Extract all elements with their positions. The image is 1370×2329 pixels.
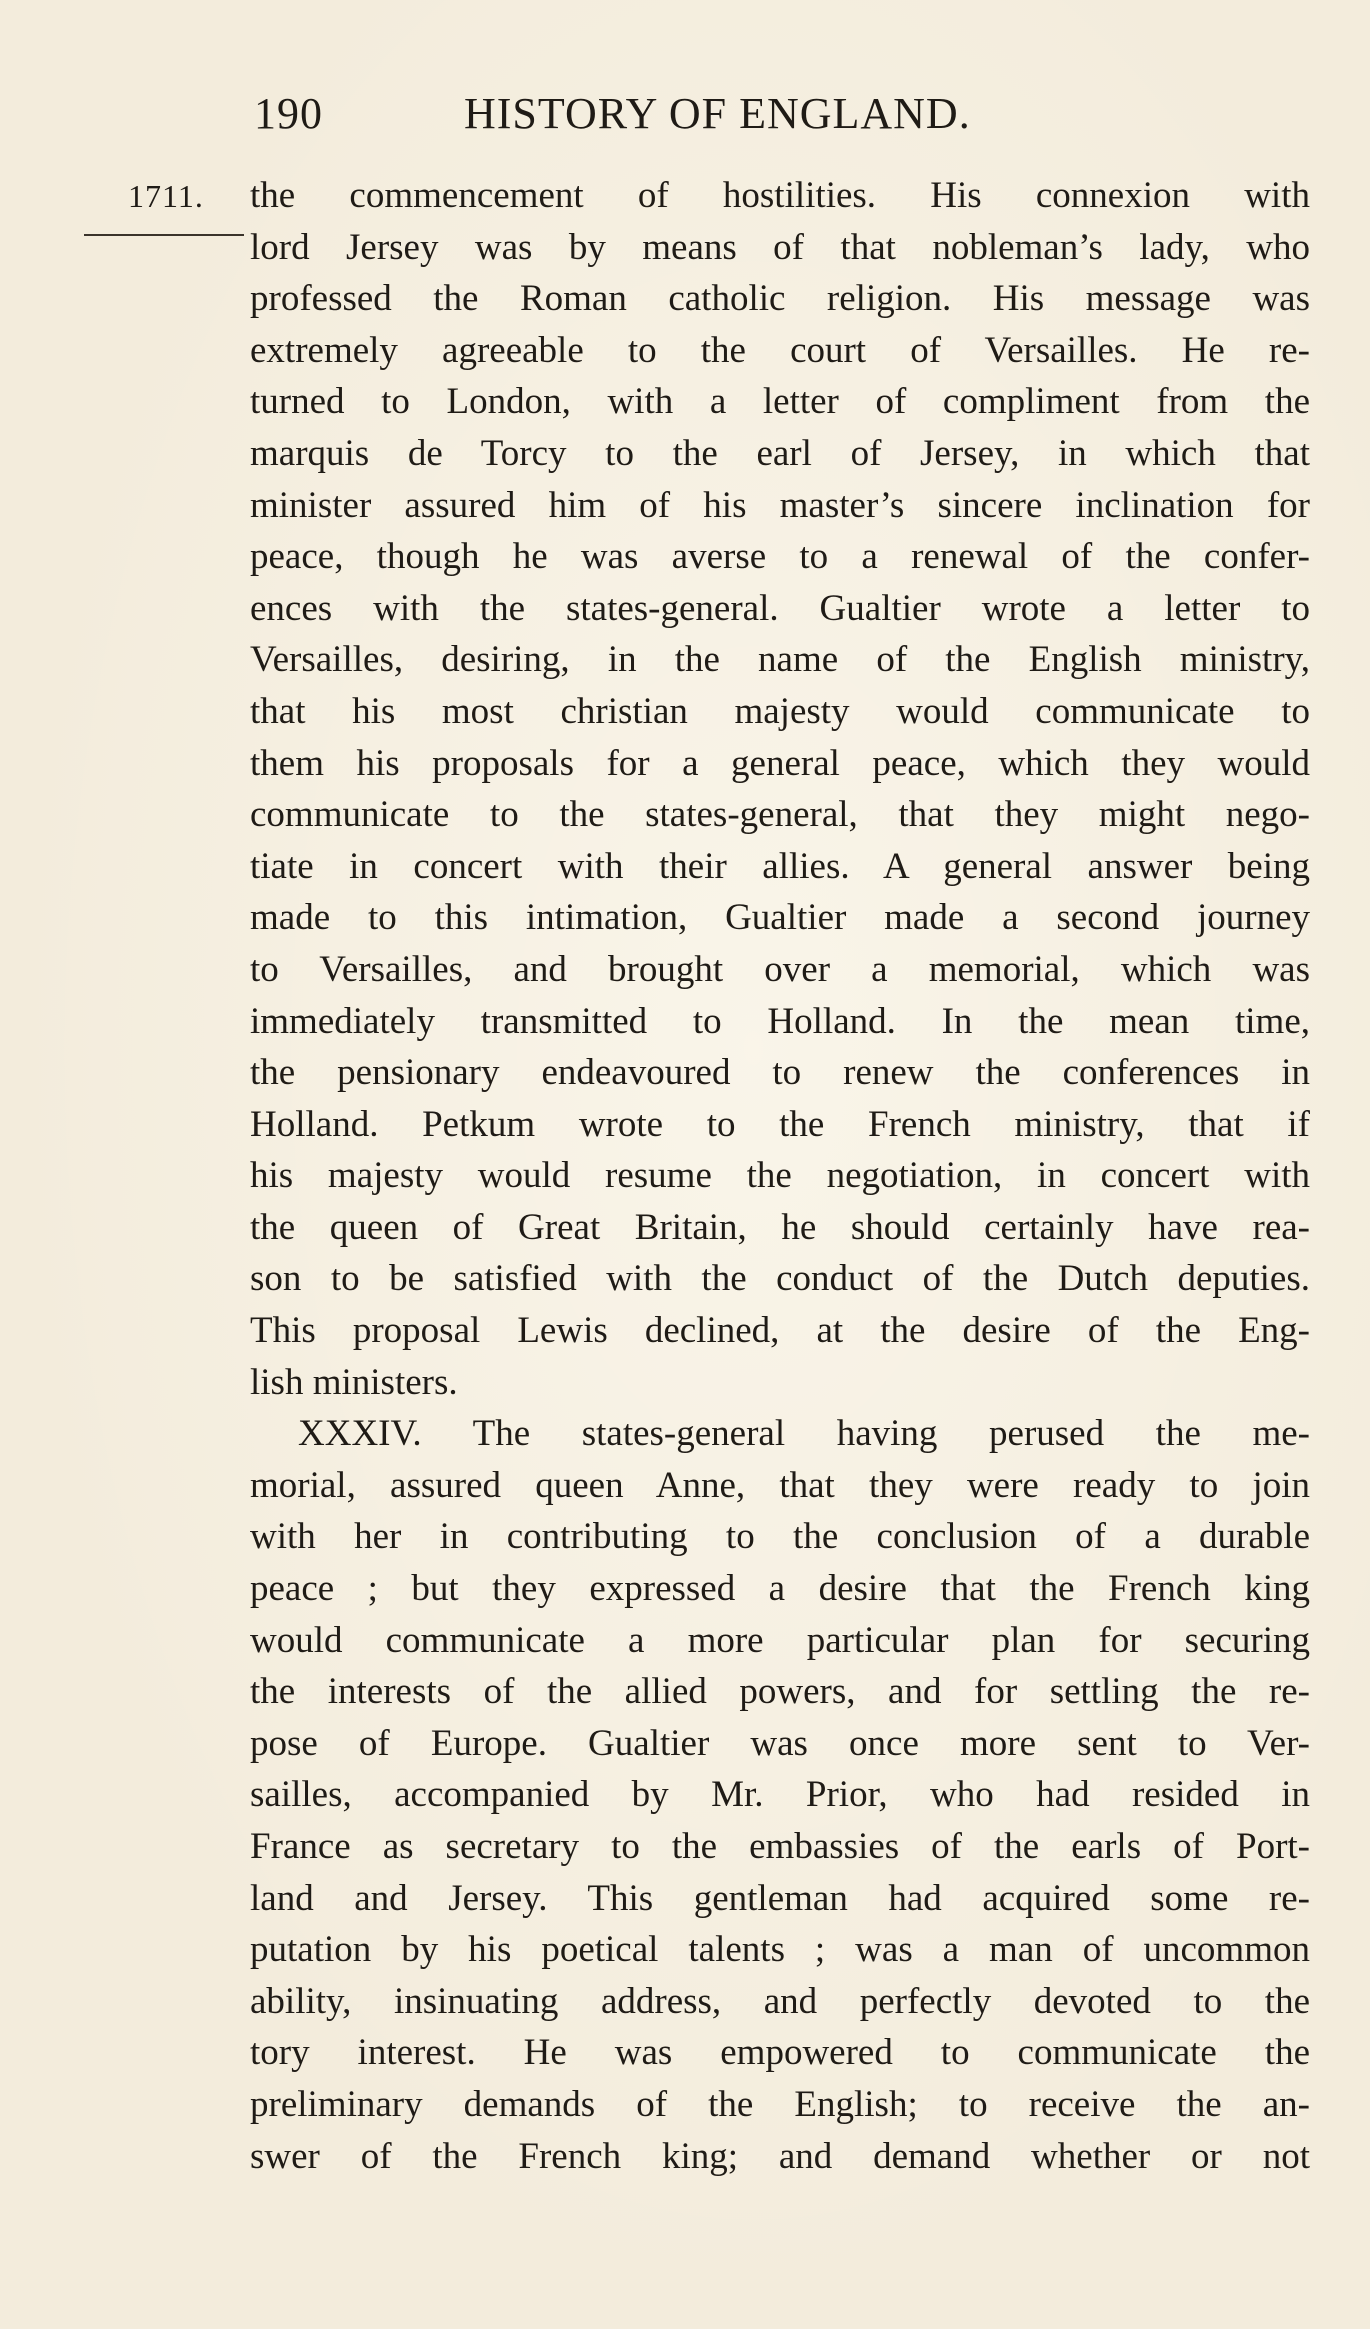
text-line: preliminary demands of the English; to receive the an- bbox=[250, 2083, 1310, 2125]
text-line: to Versailles, and brought over a memorial, which was bbox=[250, 948, 1310, 990]
text-line: extremely agreeable to the court of Versailles. He re- bbox=[250, 329, 1310, 371]
text-line: France as secretary to the embassies of the earls of Port- bbox=[250, 1826, 1310, 1867]
text-line: turned to London, with a letter of compliment from the bbox=[250, 381, 1310, 423]
margin-year-note: 1711. bbox=[128, 178, 204, 214]
text-line: tiate in concert with their allies. A general answer being bbox=[250, 845, 1310, 887]
text-line: Holland. Petkum wrote to the French ministry, that if bbox=[250, 1103, 1310, 1145]
text-line: minister assured him of his master’s sincere inclination for bbox=[250, 484, 1310, 526]
text-line: would communicate a more particular plan for securing bbox=[250, 1619, 1310, 1661]
running-head bbox=[254, 88, 1072, 148]
section-heading-line: XXXIV. The states-general having perused the me- bbox=[298, 1413, 1310, 1455]
text-line: peace ; but they expressed a desire that the French king bbox=[250, 1568, 1310, 1610]
text-line: made to this intimation, Gualtier made a second journey bbox=[250, 897, 1310, 939]
text-line: morial, assured queen Anne, that they were ready to join bbox=[250, 1464, 1310, 1506]
text-line: lish ministers. bbox=[250, 1361, 458, 1403]
text-line: that his most christian majesty would communicate to bbox=[250, 690, 1310, 732]
text-line: with her in contributing to the conclusion of a durable bbox=[250, 1516, 1310, 1558]
text-line: land and Jersey. This gentleman had acquired some re- bbox=[250, 1877, 1310, 1919]
text-line: tory interest. He was empowered to communicate the bbox=[250, 2032, 1310, 2074]
text-line: Versailles, desiring, in the name of the English ministry, bbox=[250, 639, 1310, 681]
text-line: his majesty would resume the negotiation, in concert with bbox=[250, 1155, 1310, 1197]
text-line: professed the Roman catholic religion. His message was bbox=[250, 278, 1310, 320]
text-line: the interests of the allied powers, and for settling the re- bbox=[250, 1671, 1310, 1713]
text-line: the pensionary endeavoured to renew the conferences in bbox=[250, 1052, 1310, 1094]
text-line: putation by his poetical talents ; was a man of uncommon bbox=[250, 1929, 1310, 1971]
text-line: This proposal Lewis declined, at the desire of the Eng- bbox=[250, 1310, 1310, 1352]
text-line: them his proposals for a general peace, which they would bbox=[250, 742, 1310, 784]
page-title: HISTORY OF ENGLAND. bbox=[464, 89, 971, 138]
margin-rule-divider bbox=[84, 234, 244, 236]
text-line: peace, though he was averse to a renewal of the confer- bbox=[250, 536, 1310, 578]
text-line: communicate to the states-general, that they might nego- bbox=[250, 794, 1310, 836]
text-line: sailles, accompanied by Mr. Prior, who had resided in bbox=[250, 1774, 1310, 1816]
text-line: the queen of Great Britain, he should certainly have rea- bbox=[250, 1206, 1310, 1248]
page-number: 190 bbox=[254, 89, 323, 138]
text-line: pose of Europe. Gualtier was once more sent to Ver- bbox=[250, 1722, 1310, 1764]
body-text bbox=[250, 170, 1310, 2182]
text-line: son to be satisfied with the conduct of the Dutch deputies. bbox=[250, 1258, 1310, 1300]
text-line: lord Jersey was by means of that nobleman’s lady, who bbox=[250, 226, 1310, 268]
text-line: swer of the French king; and demand whether or not bbox=[250, 2135, 1310, 2177]
text-line: immediately transmitted to Holland. In the mean time, bbox=[250, 1000, 1310, 1042]
text-line: ences with the states-general. Gualtier wrote a letter to bbox=[250, 587, 1310, 629]
text-line: marquis de Torcy to the earl of Jersey, in which that bbox=[250, 432, 1310, 474]
text-line: the commencement of hostilities. His connexion with bbox=[250, 175, 1310, 216]
text-line: ability, insinuating address, and perfectly devoted to the bbox=[250, 1980, 1310, 2022]
